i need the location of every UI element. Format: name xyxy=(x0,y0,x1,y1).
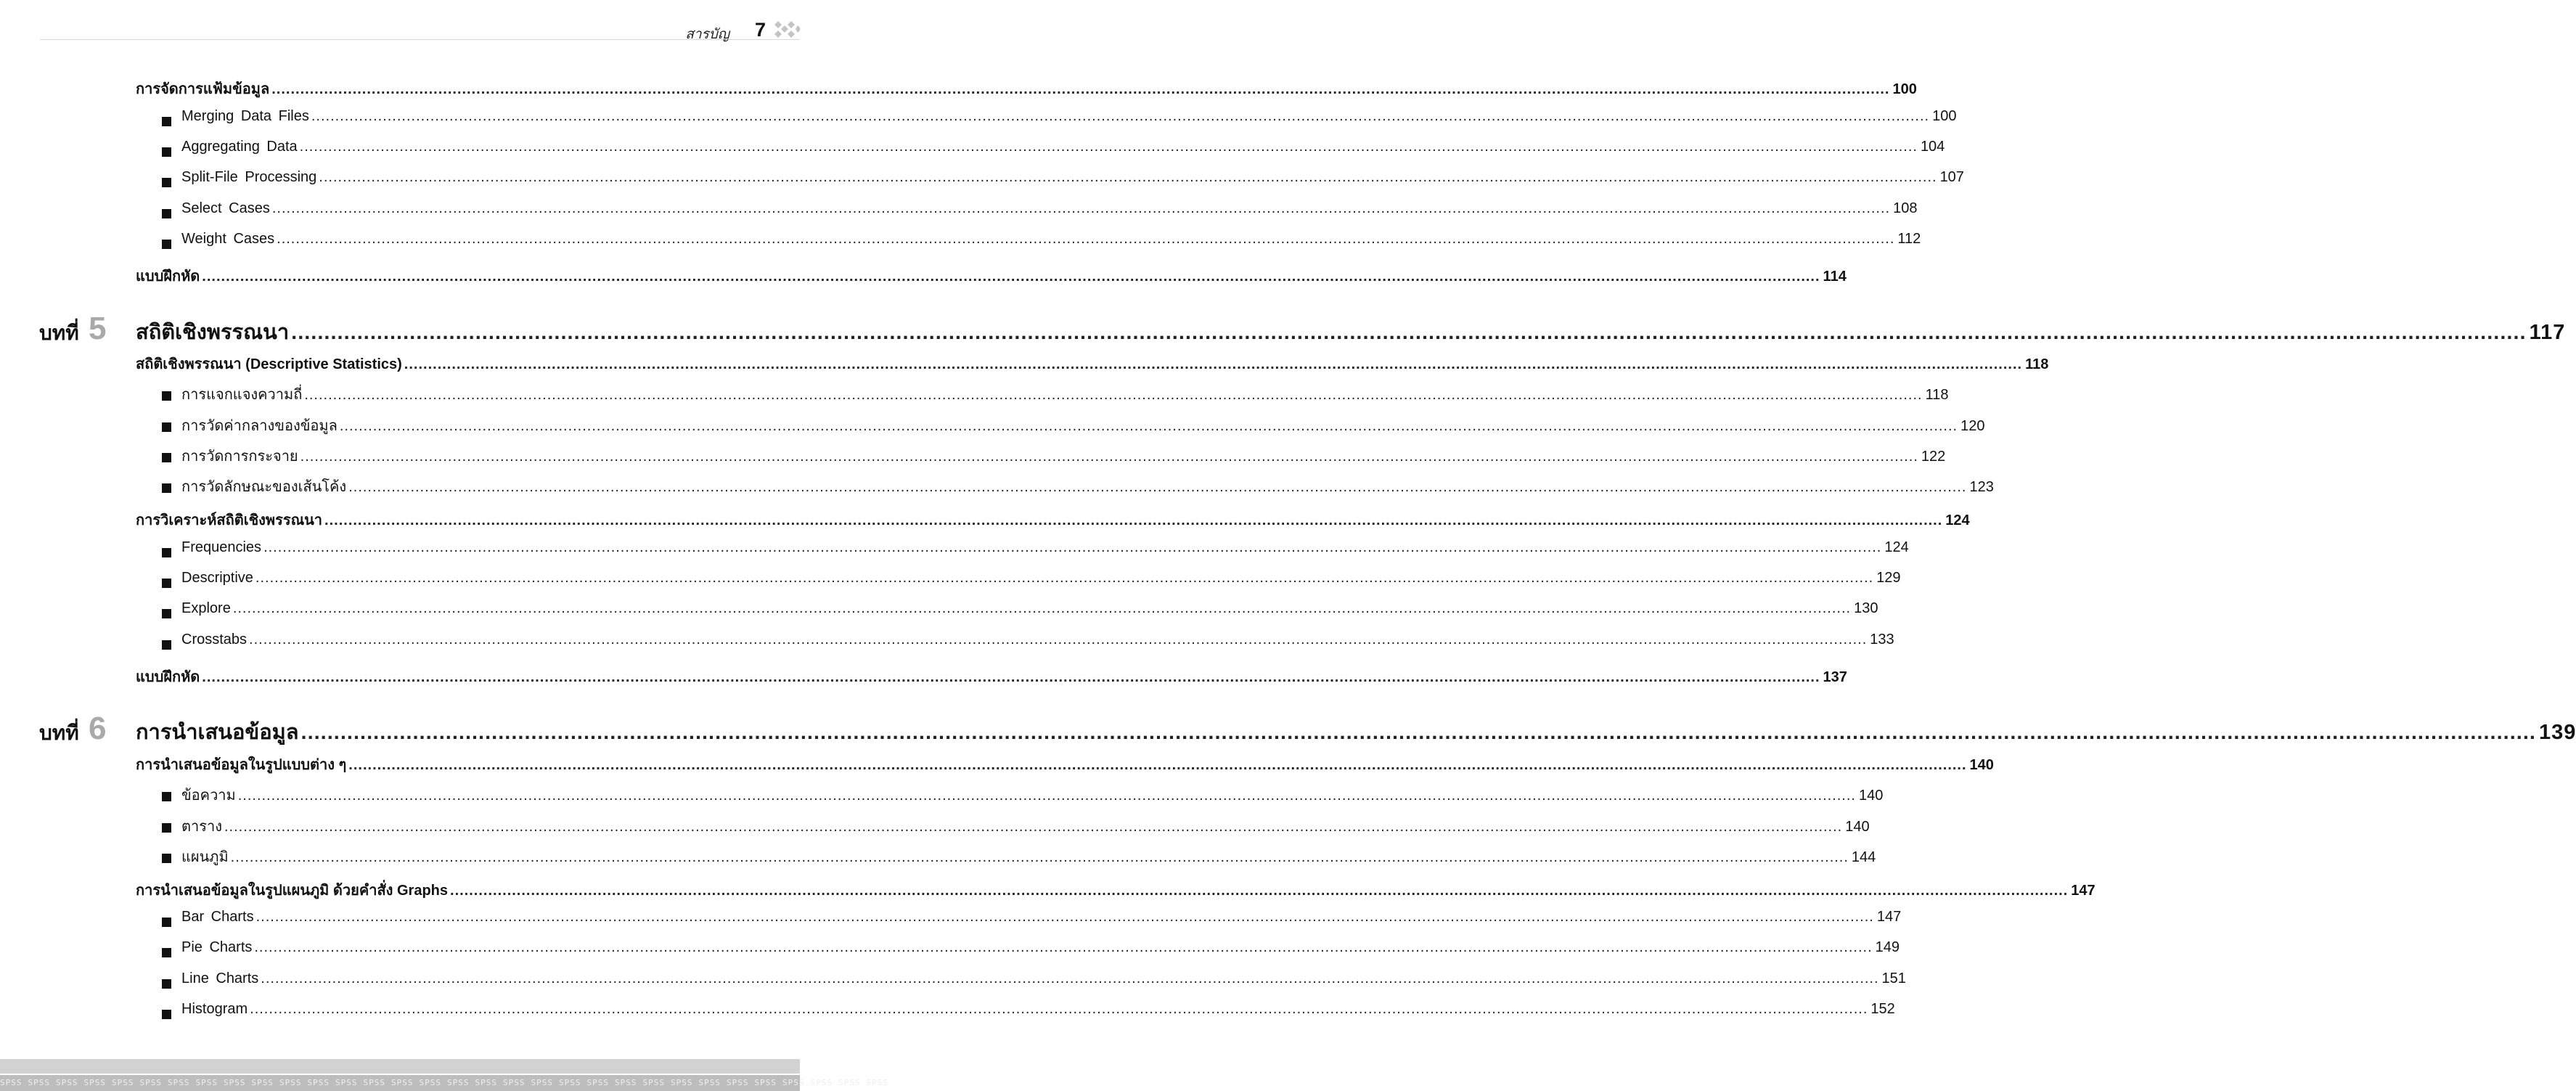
watermark-text: SPSS xyxy=(475,1078,497,1087)
dot-leader xyxy=(233,600,1851,617)
footer-band xyxy=(0,1059,800,1074)
dot-leader xyxy=(311,108,1929,125)
toc-section-entry[interactable] xyxy=(136,264,1847,286)
toc-entry-title: Pie Charts xyxy=(181,939,253,955)
dot-leader xyxy=(261,971,1878,987)
square-bullet-icon xyxy=(162,854,171,863)
watermark-text: SPSS xyxy=(335,1078,358,1087)
toc-subsection-entry[interactable] xyxy=(181,632,1894,653)
toc-entry-page-number: 117 xyxy=(2529,321,2566,344)
chapter-label: บทที่ xyxy=(39,322,79,344)
square-bullet-icon xyxy=(162,579,171,588)
watermark-text: SPSS xyxy=(251,1078,274,1087)
square-bullet-icon xyxy=(162,240,171,249)
watermark-text: SPSS xyxy=(279,1078,302,1087)
diamond-pattern-icon xyxy=(774,20,800,39)
square-bullet-icon xyxy=(162,792,171,801)
toc-entry-title: Histogram xyxy=(181,1001,248,1017)
toc-entry-page-number: 139 xyxy=(2538,721,2576,744)
toc-entry-page-number: 140 xyxy=(1858,788,1884,804)
toc-subsection-entry[interactable] xyxy=(181,909,1902,931)
footer-watermark-strip xyxy=(0,1075,888,1091)
toc-entry-page-number: 144 xyxy=(1851,849,1876,865)
toc-entry-page-number: 123 xyxy=(1969,479,1994,495)
chapter-number: 6 xyxy=(89,711,107,746)
toc-section-entry[interactable] xyxy=(136,508,1970,530)
chapter-number: 5 xyxy=(89,311,107,346)
toc-entry-page-number: 100 xyxy=(1892,81,1917,97)
watermark-text: SPSS xyxy=(754,1078,777,1087)
toc-subsection-entry[interactable] xyxy=(181,108,1957,130)
watermark-text: SPSS xyxy=(112,1078,134,1087)
dot-leader xyxy=(255,570,1873,587)
square-bullet-icon xyxy=(162,823,171,833)
dot-leader xyxy=(271,81,1889,98)
toc-subsection-entry[interactable] xyxy=(181,570,1901,592)
dot-leader xyxy=(319,169,1937,186)
toc-subsection-entry[interactable] xyxy=(181,414,1985,436)
watermark-text: SPSS xyxy=(698,1078,721,1087)
dot-leader xyxy=(304,387,1922,404)
toc-entry-title: Explore xyxy=(181,600,231,616)
square-bullet-icon xyxy=(162,453,171,462)
toc-entry-page-number: 108 xyxy=(1893,200,1918,216)
toc-entry-title: การวิเคราะห์สถิติเชิงพรรณนา xyxy=(136,512,323,528)
watermark-text: SPSS xyxy=(782,1078,805,1087)
toc-entry-page-number: 129 xyxy=(1876,570,1901,586)
toc-subsection-entry[interactable] xyxy=(181,444,1946,466)
dot-leader xyxy=(254,939,1872,956)
dot-leader xyxy=(300,139,1918,155)
toc-subsection-entry[interactable] xyxy=(181,1001,1895,1023)
watermark-text: SPSS xyxy=(727,1078,749,1087)
dot-leader xyxy=(404,356,2022,373)
dot-leader xyxy=(300,449,1918,465)
toc-entry-title: Select Cases xyxy=(181,200,270,216)
toc-entry-title: สถิติเชิงพรรณนา xyxy=(136,321,290,344)
toc-section-entry[interactable] xyxy=(136,665,1847,687)
toc-entry-page-number: 124 xyxy=(1945,512,1970,528)
toc-entry-page-number: 104 xyxy=(1920,139,1945,155)
square-bullet-icon xyxy=(162,548,171,557)
toc-chapter-entry[interactable] xyxy=(136,715,2576,744)
watermark-text: SPSS xyxy=(559,1078,581,1087)
toc-entry-page-number: 124 xyxy=(1884,539,1909,555)
toc-entry-title: Bar Charts xyxy=(181,909,254,925)
watermark-text: SPSS xyxy=(168,1078,190,1087)
toc-entry-title: การจัดการแฟ้มข้อมูล xyxy=(136,81,270,97)
toc-chapter-entry[interactable] xyxy=(136,315,2566,344)
dot-leader xyxy=(231,849,1849,866)
toc-subsection-entry[interactable] xyxy=(181,231,1921,253)
toc-entry-page-number: 107 xyxy=(1939,169,1964,185)
watermark-text: SPSS xyxy=(615,1078,637,1087)
square-bullet-icon xyxy=(162,178,171,187)
square-bullet-icon xyxy=(162,918,171,927)
toc-subsection-entry[interactable] xyxy=(181,200,1918,222)
toc-entry-title: Line Charts xyxy=(181,971,259,986)
toc-entry-page-number: 118 xyxy=(2025,356,2049,372)
toc-entry-title: Weight Cases xyxy=(181,231,275,247)
toc-entry-title: สถิติเชิงพรรณนา (Descriptive Statistics) xyxy=(136,356,402,372)
toc-entry-title: แผนภูมิ xyxy=(181,849,229,865)
toc-entry-title: ตาราง xyxy=(181,819,222,835)
toc-entry-title: การนำเสนอข้อมูล xyxy=(136,721,299,744)
square-bullet-icon xyxy=(162,422,171,432)
toc-entry-page-number: 137 xyxy=(1823,669,1847,685)
toc-entry-page-number: 114 xyxy=(1823,269,1847,285)
dot-leader xyxy=(450,883,2068,899)
square-bullet-icon xyxy=(162,1010,171,1019)
toc-entry-title: Merging Data Files xyxy=(181,108,309,124)
square-bullet-icon xyxy=(162,609,171,618)
dot-leader xyxy=(340,418,1958,435)
toc-subsection-entry[interactable] xyxy=(181,845,1876,867)
toc-subsection-entry[interactable] xyxy=(181,783,1884,805)
toc-section-entry[interactable] xyxy=(136,753,1994,775)
dot-leader xyxy=(202,269,1820,285)
toc-entry-page-number: 147 xyxy=(1876,909,1902,925)
dot-leader xyxy=(263,539,1881,556)
watermark-text: SPSS xyxy=(307,1078,330,1087)
dot-leader xyxy=(249,632,1867,648)
toc-entry-page-number: 122 xyxy=(1921,449,1946,465)
watermark-text: SPSS xyxy=(363,1078,385,1087)
dot-leader xyxy=(277,231,1894,248)
dot-leader xyxy=(324,512,1942,529)
dot-leader xyxy=(272,200,1890,217)
dot-leader xyxy=(224,819,1842,835)
toc-entry-title: Split-File Processing xyxy=(181,169,317,185)
square-bullet-icon xyxy=(162,640,171,650)
square-bullet-icon xyxy=(162,209,171,218)
toc-subsection-entry[interactable] xyxy=(181,475,1994,497)
toc-entry-page-number: 151 xyxy=(1881,971,1906,986)
watermark-text: SPSS xyxy=(866,1078,888,1087)
toc-subsection-entry[interactable] xyxy=(181,169,1964,191)
dot-leader xyxy=(238,788,1856,804)
watermark-text: SPSS xyxy=(419,1078,441,1087)
dot-leader xyxy=(202,669,1820,686)
watermark-text: SPSS xyxy=(586,1078,609,1087)
toc-entry-page-number: 133 xyxy=(1870,632,1894,647)
toc-entry-page-number: 147 xyxy=(2071,883,2095,899)
toc-subsection-entry[interactable] xyxy=(181,971,1906,992)
square-bullet-icon xyxy=(162,483,171,493)
square-bullet-icon xyxy=(162,391,171,401)
toc-entry-title: การวัดค่ากลางของข้อมูล xyxy=(181,418,338,434)
square-bullet-icon xyxy=(162,948,171,957)
toc-entry-title: Crosstabs xyxy=(181,632,248,647)
page-number: 7 xyxy=(754,19,766,41)
watermark-text: SPSS xyxy=(56,1078,78,1087)
toc-entry-title: การแจกแจงความถี่ xyxy=(181,387,303,403)
toc-entry-page-number: 112 xyxy=(1897,231,1921,247)
watermark-text: SPSS xyxy=(531,1078,553,1087)
toc-entry-title: ข้อความ xyxy=(181,788,236,804)
watermark-text: SPSS xyxy=(391,1078,414,1087)
toc-entry-title: แบบฝึกหัด xyxy=(136,269,200,285)
toc-subsection-entry[interactable] xyxy=(181,383,1949,404)
watermark-text: SPSS xyxy=(195,1078,218,1087)
toc-entry-title: Frequencies xyxy=(181,539,262,555)
toc-entry-page-number: 140 xyxy=(1969,757,1994,773)
square-bullet-icon xyxy=(162,117,171,126)
toc-entry-title: Descriptive xyxy=(181,570,253,586)
toc-entry-page-number: 120 xyxy=(1960,418,1985,434)
running-header-title: สารบัญ xyxy=(685,27,729,42)
toc-entry-page-number: 100 xyxy=(1932,108,1957,124)
toc-entry-page-number: 118 xyxy=(1925,387,1949,403)
watermark-text: SPSS xyxy=(838,1078,861,1087)
watermark-text: SPSS xyxy=(642,1078,665,1087)
toc-entry-title: แบบฝึกหัด xyxy=(136,669,200,685)
toc-entry-title: การนำเสนอข้อมูลในรูปแบบต่าง ๆ xyxy=(136,757,347,773)
watermark-text: SPSS xyxy=(671,1078,693,1087)
square-bullet-icon xyxy=(162,979,171,989)
watermark-text: SPSS xyxy=(139,1078,162,1087)
toc-section-entry[interactable] xyxy=(136,878,2095,900)
toc-entry-page-number: 130 xyxy=(1854,600,1878,616)
dot-leader xyxy=(301,721,2536,745)
toc-subsection-entry[interactable] xyxy=(181,539,1909,561)
dot-leader xyxy=(348,479,1966,496)
toc-section-entry[interactable] xyxy=(136,352,2049,374)
square-bullet-icon xyxy=(162,147,171,157)
toc-subsection-entry[interactable] xyxy=(181,600,1878,622)
watermark-text: SPSS xyxy=(503,1078,526,1087)
toc-section-entry[interactable] xyxy=(136,77,1917,99)
toc-entry-page-number: 140 xyxy=(1845,819,1870,835)
watermark-text: SPSS xyxy=(224,1078,246,1087)
toc-entry-page-number: 149 xyxy=(1875,939,1900,955)
watermark-text: SPSS xyxy=(0,1078,23,1087)
watermark-text: SPSS xyxy=(447,1078,470,1087)
watermark-text: SPSS xyxy=(810,1078,833,1087)
toc-entry-title: การนำเสนอข้อมูลในรูปแผนภูมิ ด้วยคำสั่ง Graphs xyxy=(136,883,449,899)
dot-leader xyxy=(250,1001,1868,1018)
toc-subsection-entry[interactable] xyxy=(181,939,1900,961)
toc-entry-title: การวัดการกระจาย xyxy=(181,449,298,465)
chapter-label: บทที่ xyxy=(39,722,79,744)
toc-entry-title: Aggregating Data xyxy=(181,139,298,155)
toc-entry-page-number: 152 xyxy=(1870,1001,1895,1017)
toc-subsection-entry[interactable] xyxy=(181,814,1870,836)
toc-entry-title: การวัดลักษณะของเส้นโค้ง xyxy=(181,479,347,495)
dot-leader xyxy=(256,909,1874,925)
watermark-text: SPSS xyxy=(83,1078,106,1087)
dot-leader xyxy=(348,757,1966,774)
toc-subsection-entry[interactable] xyxy=(181,139,1945,160)
watermark-text: SPSS xyxy=(28,1078,50,1087)
dot-leader xyxy=(291,321,2526,345)
